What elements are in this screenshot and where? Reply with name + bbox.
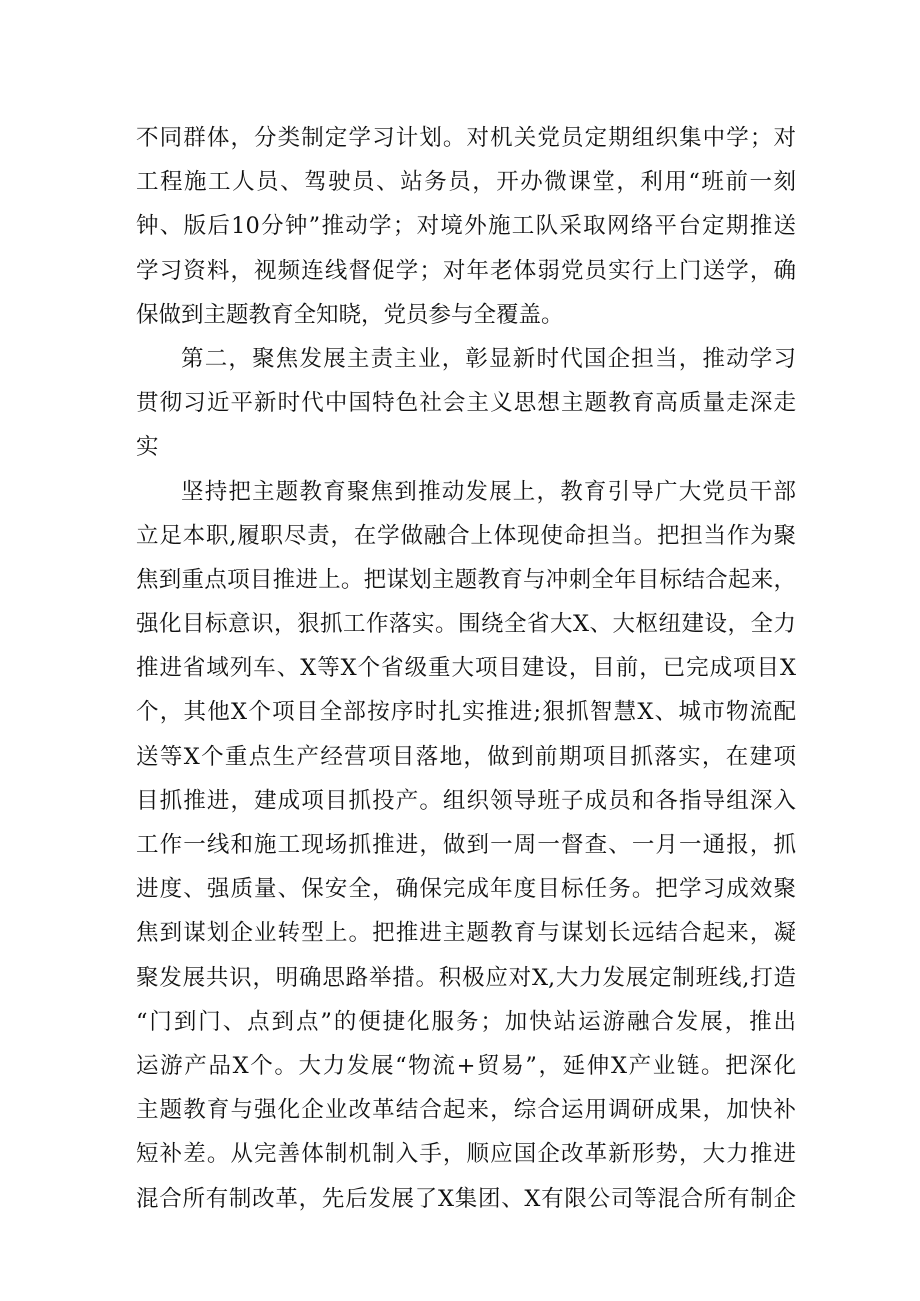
text-line: 目抓推进，建成项目抓投产。组织领导班子成员和各指导组深入: [136, 787, 796, 814]
text-line: 个，其他X个项目全部按序时扎实推进;狠抓智慧X、城市物流配: [136, 699, 796, 726]
text-line: 焦到重点项目推进上。把谋划主题教育与冲刺全年目标结合起来，: [136, 566, 796, 593]
text-line: 焦到谋划企业转型上。把推进主题教育与谋划长远结合起来，凝: [136, 920, 796, 947]
text-line: 学习资料，视频连线督促学；对年老体弱党员实行上门送学，确: [136, 257, 796, 284]
text-line: 送等X个重点生产经营项目落地，做到前期项目抓落实，在建项: [136, 743, 796, 770]
text-line: 运游产品X个。大力发展“物流+贸易”，延伸X产业链。把深化: [136, 1052, 796, 1079]
text-line: 推进省域列车、X等X个省级重大项目建设，目前，已完成项目X: [136, 655, 796, 682]
text-line: 主题教育与强化企业改革结合起来，综合运用调研成果，加快补: [136, 1097, 796, 1124]
text-line: 混合所有制改革，先后发展了X集团、X有限公司等混合所有制企: [136, 1185, 796, 1212]
text-line: 工程施工人员、驾驶员、站务员，开办微课堂，利用“班前一刻: [136, 169, 796, 196]
text-line: “门到门、点到点”的便捷化服务；加快站运游融合发展，推出: [136, 1008, 796, 1035]
text-line: 短补差。从完善体制机制入手，顺应国企改革新形势，大力推进: [136, 1141, 796, 1168]
text-line: 工作一线和施工现场抓推进，做到一周一督查、一月一通报，抓: [136, 832, 796, 858]
text-line: 聚发展共识，明确思路举措。积极应对X,大力发展定制班线,打造: [136, 964, 796, 991]
document-body: [136, 116, 796, 1221]
text-line: 不同群体，分类制定学习计划。对机关党员定期组织集中学；对: [136, 125, 796, 151]
section-heading-line: 第二，聚焦发展主责主业，彰显新时代国企担当，推动学习: [181, 345, 796, 372]
text-line: 进度、强质量、保安全，确保完成年度目标任务。把学习成效聚: [136, 876, 796, 903]
text-line: 立足本职,履职尽责，在学做融合上体现使命担当。把担当作为聚: [136, 522, 796, 549]
section-heading-line: 实: [136, 434, 159, 461]
text-line: 保做到主题教育全知晓，党员参与全覆盖。: [136, 301, 564, 328]
text-line: 钟、版后10分钟”推动学；对境外施工队采取网络平台定期推送: [136, 213, 796, 240]
text-line: 强化目标意识，狠抓工作落实。围绕全省大X、大枢纽建设，全力: [136, 611, 796, 638]
section-heading-line: 贯彻习近平新时代中国特色社会主义思想主题教育高质量走深走: [136, 390, 796, 417]
text-line: 坚持把主题教育聚焦到推动发展上，教育引导广大党员干部: [181, 478, 796, 505]
